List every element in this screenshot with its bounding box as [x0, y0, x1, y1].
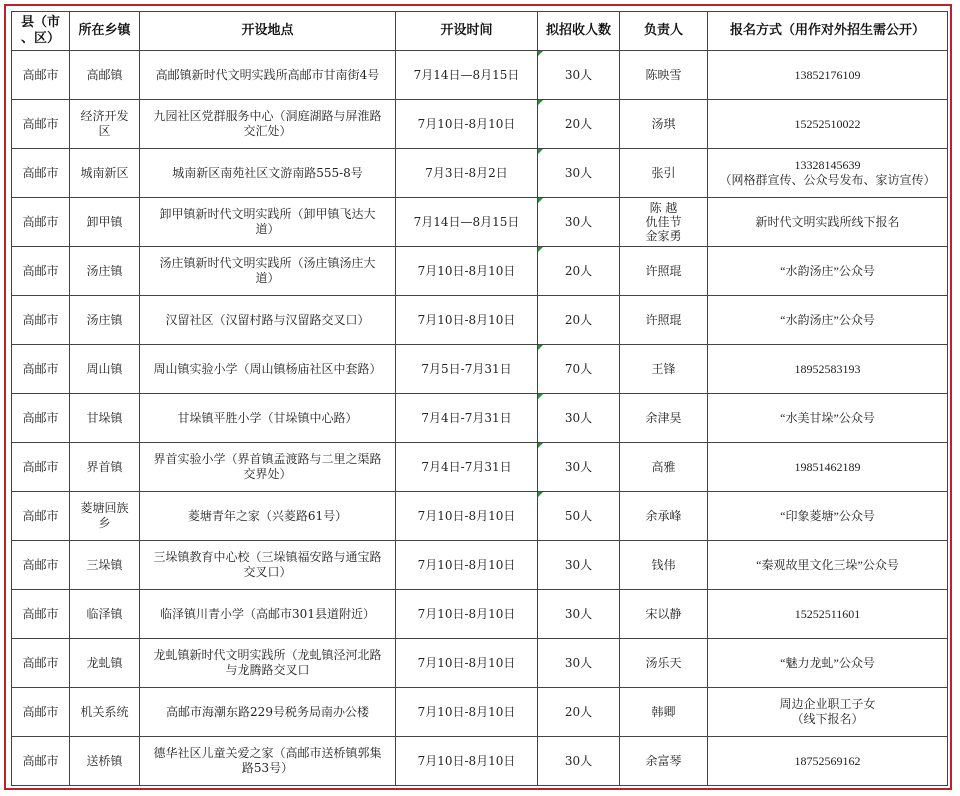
table-row: [12, 443, 948, 492]
table-row: [12, 590, 948, 639]
cell-signup: 18752569162: [708, 737, 948, 786]
cell-town: 菱塘回族 乡: [70, 492, 140, 541]
cell-leader: 韩卿: [620, 688, 708, 737]
cell-town: 汤庄镇: [70, 296, 140, 345]
cell-town: 送桥镇: [70, 737, 140, 786]
cell-town: 龙虬镇: [70, 639, 140, 688]
cell-capacity: 30人: [538, 639, 620, 688]
cell-county: 高邮市: [12, 198, 70, 247]
cell-county: 高邮市: [12, 639, 70, 688]
cell-leader: 王锋: [620, 345, 708, 394]
cell-time: 7月10日-8月10日: [396, 639, 538, 688]
cell-location: 甘垛镇平胜小学（甘垛镇中心路）: [140, 394, 396, 443]
cell-county: 高邮市: [12, 51, 70, 100]
cell-location: 德华社区儿童关爱之家（高邮市送桥镇郭集 路53号）: [140, 737, 396, 786]
cell-county: 高邮市: [12, 149, 70, 198]
cell-leader: 汤乐天: [620, 639, 708, 688]
header-row: [12, 12, 948, 51]
cell-county: 高邮市: [12, 394, 70, 443]
table-row: [12, 688, 948, 737]
cell-location: 高邮市海潮东路229号税务局南办公楼: [140, 688, 396, 737]
cell-leader: 陈 越 仇佳节 金家勇: [620, 198, 708, 247]
cell-town: 界首镇: [70, 443, 140, 492]
cell-leader: 余承峰: [620, 492, 708, 541]
table-row: [12, 394, 948, 443]
table-frame: [4, 4, 952, 790]
cell-time: 7月10日-8月10日: [396, 541, 538, 590]
cell-time: 7月10日-8月10日: [396, 247, 538, 296]
cell-signup: 周边企业职工子女 （线下报名）: [708, 688, 948, 737]
cell-capacity: 70人: [538, 345, 620, 394]
cell-time: 7月4日-7月31日: [396, 394, 538, 443]
cell-location: 汉留社区（汉留村路与汉留路交叉口）: [140, 296, 396, 345]
cell-capacity: 30人: [538, 443, 620, 492]
table-row: [12, 247, 948, 296]
cell-time: 7月10日-8月10日: [396, 492, 538, 541]
cell-leader: 钱伟: [620, 541, 708, 590]
cell-leader: 许照琨: [620, 296, 708, 345]
cell-time: 7月10日-8月10日: [396, 100, 538, 149]
cell-leader: 余津昊: [620, 394, 708, 443]
cell-location: 临泽镇川青小学（高邮市301县道附近）: [140, 590, 396, 639]
cell-time: 7月10日-8月10日: [396, 688, 538, 737]
cell-county: 高邮市: [12, 443, 70, 492]
cell-signup: 15252511601: [708, 590, 948, 639]
cell-county: 高邮市: [12, 541, 70, 590]
cell-location: 龙虬镇新时代文明实践所（龙虬镇泾河北路 与龙腾路交叉口: [140, 639, 396, 688]
header-town: 所在乡镇: [70, 12, 140, 51]
cell-time: 7月5日-7月31日: [396, 345, 538, 394]
cell-county: 高邮市: [12, 492, 70, 541]
cell-signup: “水韵汤庄”公众号: [708, 247, 948, 296]
cell-time: 7月10日-8月10日: [396, 737, 538, 786]
cell-capacity: 30人: [538, 51, 620, 100]
cell-time: 7月14日—8月15日: [396, 198, 538, 247]
table-row: [12, 51, 948, 100]
cell-capacity: 20人: [538, 247, 620, 296]
cell-location: 菱塘青年之家（兴菱路61号）: [140, 492, 396, 541]
cell-signup: “印象菱塘”公众号: [708, 492, 948, 541]
table-row: [12, 100, 948, 149]
cell-town: 三垛镇: [70, 541, 140, 590]
cell-town: 高邮镇: [70, 51, 140, 100]
header-county: 县（市 、区）: [12, 12, 70, 51]
cell-signup: “魅力龙虬”公众号: [708, 639, 948, 688]
table-row: [12, 198, 948, 247]
cell-county: 高邮市: [12, 688, 70, 737]
cell-signup: 15252510022: [708, 100, 948, 149]
cell-location: 城南新区南苑社区文游南路555-8号: [140, 149, 396, 198]
table-row: [12, 492, 948, 541]
cell-county: 高邮市: [12, 100, 70, 149]
cell-capacity: 30人: [538, 590, 620, 639]
cell-leader: 高雅: [620, 443, 708, 492]
cell-leader: 余富琴: [620, 737, 708, 786]
cell-time: 7月10日-8月10日: [396, 296, 538, 345]
table-row: [12, 149, 948, 198]
cell-signup: “水美甘垛”公众号: [708, 394, 948, 443]
cell-signup: 13328145639 （网格群宣传、公众号发布、家访宣传）: [708, 149, 948, 198]
cell-signup: 18952583193: [708, 345, 948, 394]
cell-county: 高邮市: [12, 247, 70, 296]
table-row: [12, 345, 948, 394]
cell-location: 周山镇实验小学（周山镇杨庙社区中套路）: [140, 345, 396, 394]
cell-capacity: 30人: [538, 541, 620, 590]
table-row: [12, 737, 948, 786]
cell-capacity: 20人: [538, 688, 620, 737]
cell-leader: 汤琪: [620, 100, 708, 149]
table-row: [12, 639, 948, 688]
cell-leader: 许照琨: [620, 247, 708, 296]
cell-town: 临泽镇: [70, 590, 140, 639]
cell-leader: 宋以静: [620, 590, 708, 639]
cell-town: 机关系统: [70, 688, 140, 737]
table-row: [12, 541, 948, 590]
table-row: [12, 296, 948, 345]
cell-signup: “秦观故里文化三垛”公众号: [708, 541, 948, 590]
header-time: 开设时间: [396, 12, 538, 51]
header-location: 开设地点: [140, 12, 396, 51]
cell-town: 甘垛镇: [70, 394, 140, 443]
cell-capacity: 20人: [538, 296, 620, 345]
cell-leader: 张引: [620, 149, 708, 198]
cell-town: 经济开发 区: [70, 100, 140, 149]
cell-capacity: 30人: [538, 394, 620, 443]
cell-town: 城南新区: [70, 149, 140, 198]
cell-time: 7月4日-7月31日: [396, 443, 538, 492]
cell-location: 界首实验小学（界首镇孟渡路与二里之渠路 交界处）: [140, 443, 396, 492]
cell-signup: 19851462189: [708, 443, 948, 492]
cell-time: 7月10日-8月10日: [396, 590, 538, 639]
cell-signup: “水韵汤庄”公众号: [708, 296, 948, 345]
cell-location: 卸甲镇新时代文明实践所（卸甲镇飞达大 道）: [140, 198, 396, 247]
header-capacity: 拟招收人数: [538, 12, 620, 51]
cell-county: 高邮市: [12, 737, 70, 786]
cell-town: 汤庄镇: [70, 247, 140, 296]
cell-town: 卸甲镇: [70, 198, 140, 247]
cell-location: 三垛镇教育中心校（三垛镇福安路与通宝路 交叉口）: [140, 541, 396, 590]
cell-capacity: 30人: [538, 149, 620, 198]
cell-capacity: 50人: [538, 492, 620, 541]
cell-location: 汤庄镇新时代文明实践所（汤庄镇汤庄大 道）: [140, 247, 396, 296]
summer-class-table: [11, 11, 948, 786]
cell-signup: 13852176109: [708, 51, 948, 100]
cell-capacity: 20人: [538, 100, 620, 149]
cell-location: 高邮镇新时代文明实践所高邮市甘南街4号: [140, 51, 396, 100]
cell-time: 7月14日—8月15日: [396, 51, 538, 100]
cell-county: 高邮市: [12, 345, 70, 394]
cell-capacity: 30人: [538, 198, 620, 247]
cell-signup: 新时代文明实践所线下报名: [708, 198, 948, 247]
cell-leader: 陈映雪: [620, 51, 708, 100]
cell-capacity: 30人: [538, 737, 620, 786]
cell-town: 周山镇: [70, 345, 140, 394]
header-signup: 报名方式（用作对外招生需公开）: [708, 12, 948, 51]
cell-county: 高邮市: [12, 590, 70, 639]
cell-time: 7月3日-8月2日: [396, 149, 538, 198]
cell-location: 九园社区党群服务中心（洞庭湖路与屏淮路 交汇处）: [140, 100, 396, 149]
header-leader: 负责人: [620, 12, 708, 51]
cell-county: 高邮市: [12, 296, 70, 345]
